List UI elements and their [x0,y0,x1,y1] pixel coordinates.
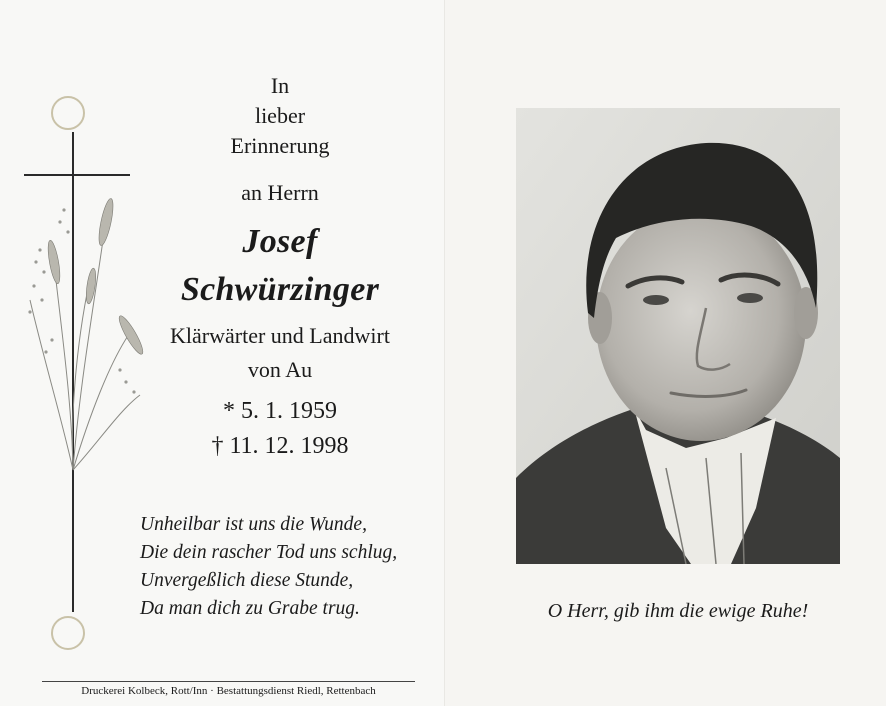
poem-line: Da man dich zu Grabe trug. [140,598,360,619]
last-name: Schwürzinger [180,271,380,308]
poem [140,511,430,623]
poem-line: Unheilbar ist uns die Wunde, [140,514,367,535]
prayer-text: O Herr, gib ihm die ewige Ruhe! [547,600,809,622]
grass-seeds [28,208,135,393]
intro-line-erinnerung: Erinnerung [230,133,330,158]
poem-line: Unvergeßlich diese Stunde, [140,570,354,591]
punch-hole-bottom [52,617,84,649]
origin: von Au [247,357,313,382]
intro-line-lieber: lieber [254,103,306,128]
salutation: an Herrn [241,180,319,205]
first-name: Josef [242,223,318,260]
punch-hole-top [52,97,84,129]
portrait-photo [516,108,840,564]
intro-line-in: In [270,73,290,98]
card-fold [444,0,445,706]
death-date: † 11. 12. 1998 [211,433,349,459]
footer-divider [42,681,415,682]
birth-date: * 5. 1. 1959 [223,398,337,424]
occupation: Klärwärter und Landwirt [170,323,390,348]
printer-credit: Druckerei Kolbeck, Rott/Inn · Bestattungsdienst Riedl, Rettenbach [81,685,376,697]
poem-line: Die dein rascher Tod uns schlug, [140,542,398,563]
wheat-stems [30,205,140,470]
